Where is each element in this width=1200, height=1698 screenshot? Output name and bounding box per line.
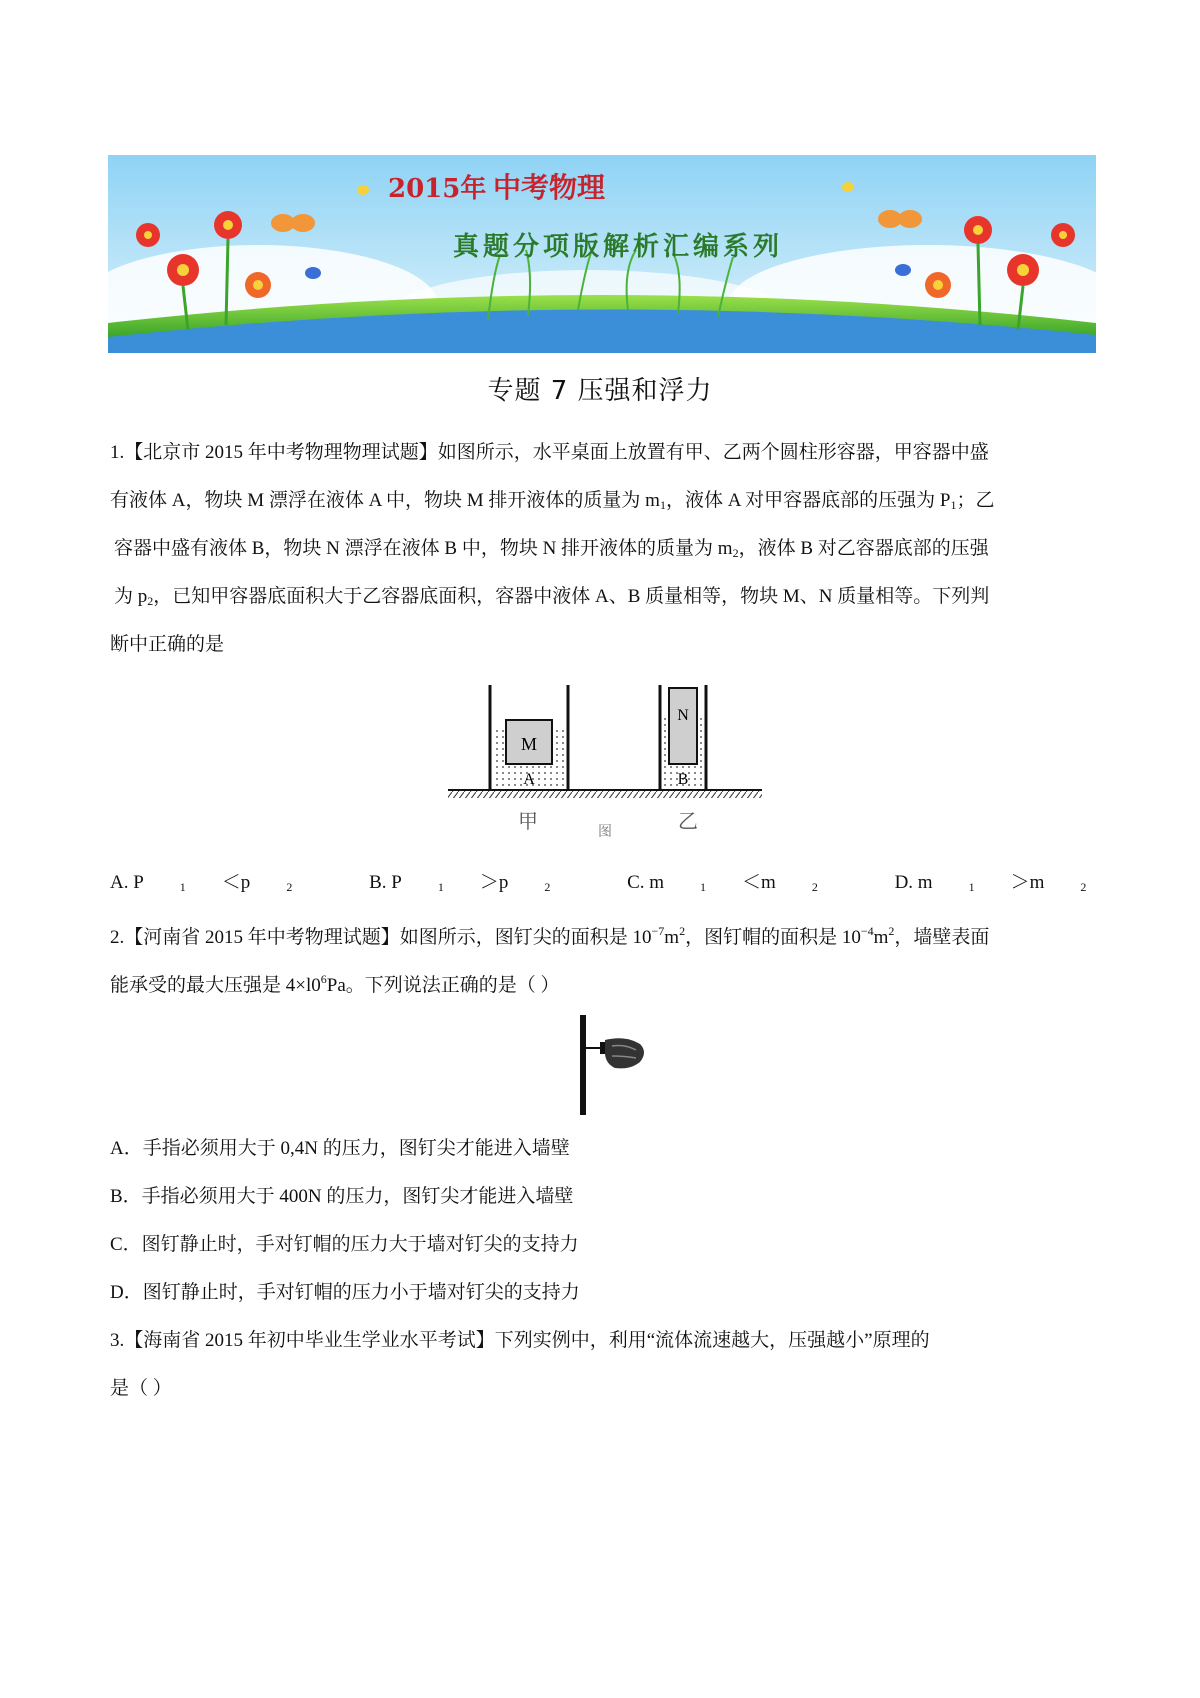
q1-text: 为 p (114, 586, 148, 607)
superscript: 2 (679, 924, 686, 938)
q3-line-1: 3.【海南省 2015 年初中毕业生学业水平考试】下列实例中，利用“流体流速越大，压强越小”原理的 (110, 1330, 930, 1351)
q1-line-1: 1.【北京市 2015 年中考物理物理试题】如图所示，水平桌面上放置有甲、乙两个圆柱形容器，甲容器中盛 (110, 442, 989, 463)
label-n: N (677, 707, 689, 724)
q2-option-b[interactable]: B．手指必须用大于 400N 的压力，图钉尖才能进入墙壁 (110, 1186, 574, 1207)
q1-text: ，液体 A 对甲容器底部的压强为 P (665, 490, 951, 511)
q2-text: 能承受的最大压强是 4×l0 (110, 975, 321, 996)
q2-text: 2.【河南省 2015 年中考物理试题】如图所示，图钉尖的面积是 10 (110, 927, 652, 948)
page-title: 专题 7 压强和浮力 (487, 376, 713, 406)
banner-subject: 中考物理 (493, 171, 606, 204)
block-n (669, 688, 697, 764)
q1-text: ；乙 (956, 490, 995, 511)
q1-line-2 (110, 488, 1100, 518)
superscript: 2 (888, 924, 895, 938)
option-a[interactable]: A. P $_1$ ＜p $_2$ (110, 872, 293, 894)
q1-text: 有液体 A，物块 M 漂浮在液体 A 中，物块 M 排开液体的质量为 m (110, 490, 660, 511)
superscript: 6 (320, 972, 327, 986)
table-surface (448, 790, 762, 798)
q2-figure (570, 1010, 650, 1125)
label-a: A (523, 771, 535, 788)
label-b: B (677, 771, 689, 788)
q2-line-1 (110, 918, 1100, 951)
q1-figure (440, 680, 770, 845)
banner-illustration (108, 155, 1096, 353)
label-jia: 甲 (518, 809, 538, 833)
label-yi: 乙 (678, 809, 698, 833)
q2-line-2 (110, 966, 1100, 999)
subscript: 1 (950, 498, 957, 512)
q2-text: m (664, 927, 680, 948)
q1-line-4 (114, 584, 1104, 614)
label-m: M (520, 734, 538, 754)
q1-text: ，已知甲容器底面积大于乙容器底面积，容器中液体 A、B 质量相等，物块 M、N 质量相等。下列判 (153, 586, 990, 607)
hand-icon (605, 1038, 644, 1068)
q2-option-a[interactable]: A．手指必须用大于 0,4N 的压力，图钉尖才能进入墙壁 (110, 1138, 570, 1159)
option-c[interactable]: C. m $_1$ ＜m $_2$ (627, 872, 818, 894)
banner-year: 2015年 (388, 174, 487, 204)
q2-option-d[interactable]: D．图钉静止时，手对钉帽的压力小于墙对钉尖的支持力 (110, 1282, 580, 1303)
q2-option-c[interactable]: C．图钉静止时，手对钉帽的压力大于墙对钉尖的支持力 (110, 1234, 579, 1255)
q2-text: Pa。下列说法正确的是（ ） (326, 975, 560, 996)
q3-line-2: 是（ ） (110, 1378, 172, 1399)
q1-options (110, 870, 1100, 900)
q2-text: m (873, 927, 889, 948)
banner-series: 真题分项版解析汇编系列 (453, 232, 784, 262)
q1-line-5: 断中正确的是 (110, 634, 225, 655)
q1-text: 容器中盛有液体 B，物块 N 漂浮在液体 B 中，物块 N 排开液体的质量为 m (114, 538, 733, 559)
wall (580, 1015, 586, 1115)
superscript: −7 (651, 924, 665, 938)
option-b[interactable]: B. P $_1$ ＞p $_2$ (369, 872, 551, 894)
subscript: 2 (732, 546, 739, 560)
option-d[interactable]: D. m $_1$ ＞m $_2$ (894, 872, 1087, 894)
subscript: 2 (147, 594, 154, 608)
q1-text: ，液体 B 对乙容器底部的压强 (738, 538, 989, 559)
header-banner (108, 155, 1096, 353)
superscript: −4 (860, 924, 874, 938)
subscript: 1 (659, 498, 666, 512)
q1-line-3 (114, 536, 1104, 566)
q2-text: ，图钉帽的面积是 10 (685, 927, 861, 948)
q2-text: ，墙壁表面 (894, 927, 990, 948)
label-figure: 图 (598, 824, 612, 840)
